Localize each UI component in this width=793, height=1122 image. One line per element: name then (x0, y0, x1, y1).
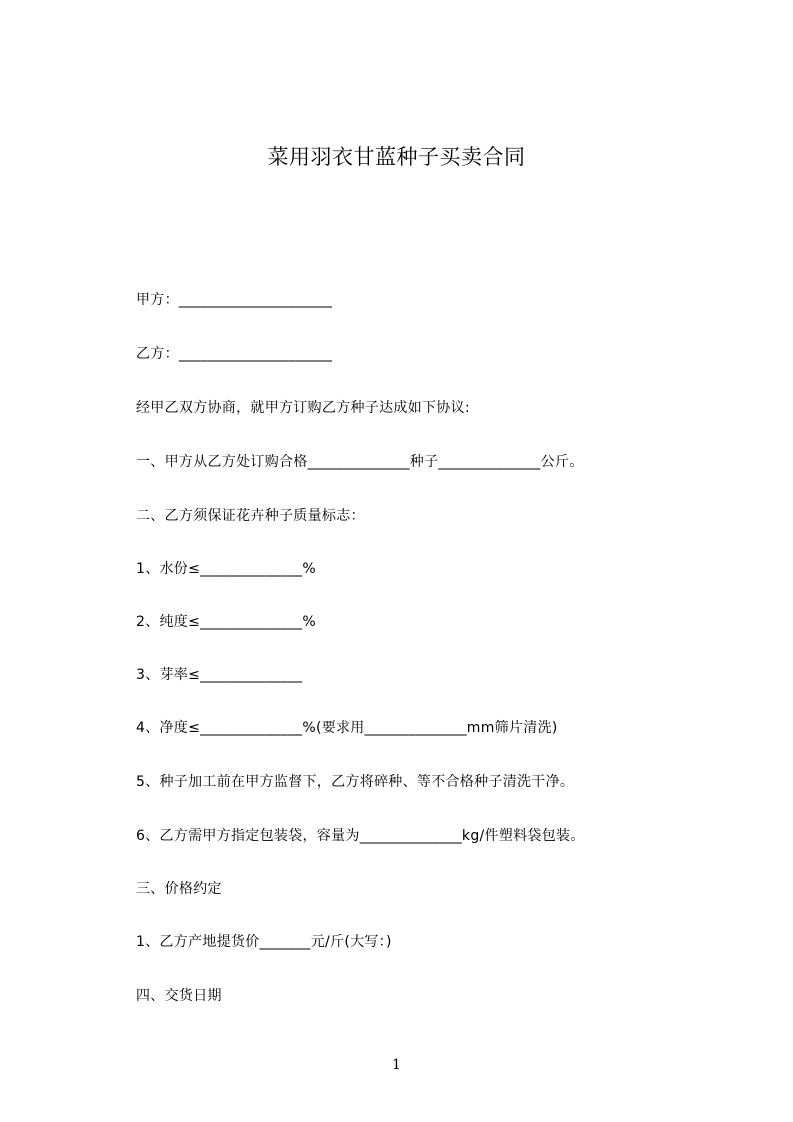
clause-2-item-2: 2、纯度≤______________% (136, 614, 316, 630)
clause-2-item-6: 6、乙方需甲方指定包装袋，容量为______________kg/件塑料袋包装。 (136, 828, 585, 844)
clause-3-heading: 三、价格约定 (136, 881, 222, 897)
clause-2-item-1: 1、水份≤______________% (136, 561, 316, 577)
clause-1-line: 一、甲方从乙方处订购合格______________种子______________公斤。 (136, 454, 584, 470)
clause-2-item-5: 5、种子加工前在甲方监督下，乙方将碎种、等不合格种子清洗干净。 (136, 774, 575, 790)
clause-3-item-1: 1、乙方产地提货价_______元/斤(大写：) (136, 934, 392, 950)
party-a-line: 甲方：_____________________ (136, 292, 333, 308)
clause-4-heading: 四、交货日期 (136, 988, 222, 1004)
preamble-line: 经甲乙双方协商，就甲方订购乙方种子达成如下协议: (136, 400, 470, 416)
page-number: 1 (392, 1057, 401, 1073)
page-title: 菜用羽衣甘蓝种子买卖合同 (267, 145, 526, 169)
clause-2-item-3: 3、芽率≤______________ (136, 667, 303, 683)
clause-2-item-4: 4、净度≤______________%(要求用______________mm筛片清洗) (136, 720, 558, 736)
clause-2-heading: 二、乙方须保证花卉种子质量标志： (136, 508, 365, 524)
party-b-line: 乙方：_____________________ (136, 346, 333, 362)
